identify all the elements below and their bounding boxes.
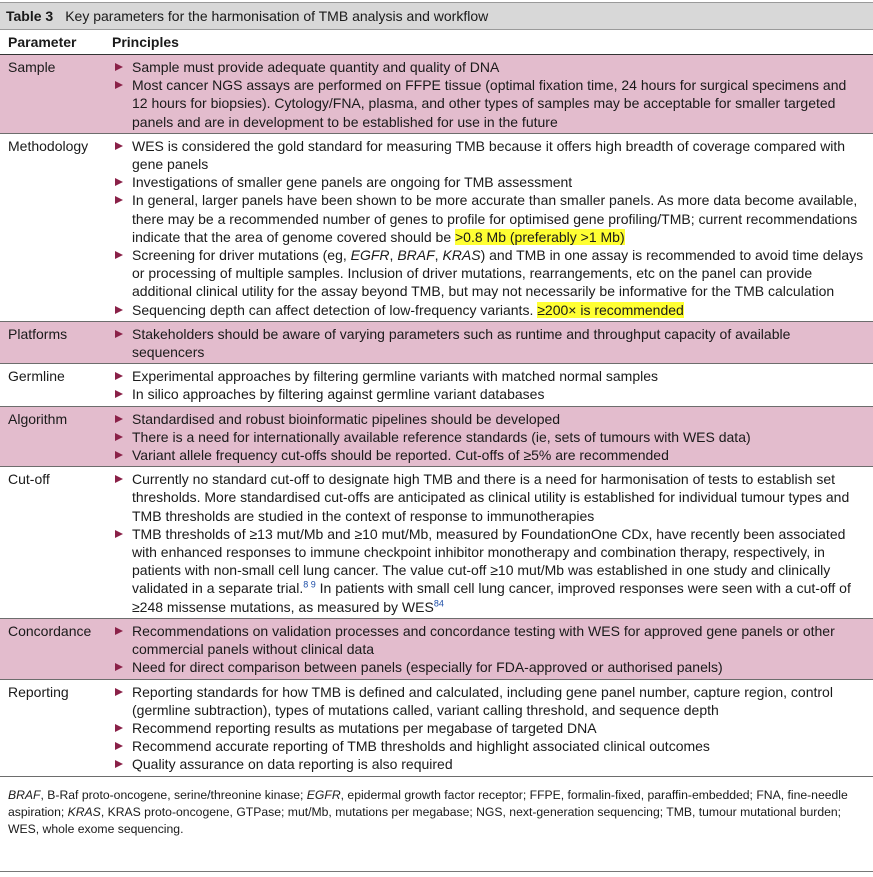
principle-item: Recommendations on validation processes and concordance testing with WES for approved gene panels or other commercial panels without clinical data	[112, 622, 865, 658]
bullet-arrow-icon	[115, 142, 123, 150]
principle-item: WES is considered the gold standard for measuring TMB because it offers high breadth of coverage compared with gene panels	[112, 137, 865, 173]
principle-item: Investigations of smaller gene panels are ongoing for TMB assessment	[112, 173, 865, 191]
bottom-divider	[0, 871, 873, 872]
bullet-arrow-icon	[115, 627, 123, 635]
parameter-name: Methodology	[8, 137, 89, 154]
table-label: Table 3	[6, 8, 54, 24]
table-row-reporting	[0, 680, 873, 777]
citation-link[interactable]: 8 9	[303, 579, 316, 590]
parameter-name: Concordance	[8, 622, 92, 639]
principle-item: Recommend accurate reporting of TMB thresholds and highlight associated clinical outcomes	[112, 737, 865, 755]
bullet-arrow-icon	[115, 688, 123, 696]
principle-item: TMB thresholds of ≥13 mut/Mb and ≥10 mut/Mb, measured by FoundationOne CDx, have recently been associated with enhanced responses to immune checkpoint inhibitor monotherapy and combination therapy, respectively, in patients with non-small cell lung cancer. The value cut-off ≥10 mut/Mb was established in one study and clinically validated in a separate trial.$^{8 9}$ In patients with small cell lung cancer, improved responses were seen with a cut-off of ≥248 missense mutations, as measured by WES$^{84}$	[112, 525, 865, 616]
principle-item: Quality assurance on data reporting is also required	[112, 755, 865, 773]
table-row-cutoff	[0, 467, 873, 619]
bullet-arrow-icon	[115, 196, 123, 204]
bullet-arrow-icon	[115, 63, 123, 71]
bullet-arrow-icon	[115, 251, 123, 259]
principle-item: Most cancer NGS assays are performed on FFPE tissue (optimal fixation time, 24 hours for surgical specimens and 12 hours for biopsies). Cytology/FNA, plasma, and other types of samples may be acceptable for smaller targeted panels and are in development to be established for use in the future	[112, 76, 865, 131]
principle-item: Recommend reporting results as mutations per megabase of targeted DNA	[112, 719, 865, 737]
principle-item: Standardised and robust bioinformatic pipelines should be developed	[112, 410, 865, 428]
principle-item: Variant allele frequency cut-offs should be reported. Cut-offs of ≥5% are recommended	[112, 446, 865, 464]
principle-item: In silico approaches by filtering against germline variant databases	[112, 385, 865, 403]
header-principles: Principles	[112, 34, 179, 50]
table-row-concordance	[0, 619, 873, 680]
bullet-arrow-icon	[115, 760, 123, 768]
bullet-arrow-icon	[115, 415, 123, 423]
principle-item: Sample must provide adequate quantity and quality of DNA	[112, 58, 865, 76]
gene-name: KRAS	[442, 247, 481, 264]
principle-item: Need for direct comparison between panels (especially for FDA-approved or authorised panels)	[112, 658, 865, 676]
table-title: Key parameters for the harmonisation of TMB analysis and workflow	[65, 8, 489, 24]
bullet-arrow-icon	[115, 372, 123, 380]
principle-item: Stakeholders should be aware of varying parameters such as runtime and throughput capacity of available sequencers	[112, 325, 865, 361]
header-parameter: Parameter	[8, 34, 77, 50]
bullet-arrow-icon	[115, 742, 123, 750]
table-caption	[0, 2, 873, 30]
table-header	[0, 30, 873, 55]
parameter-name: Reporting	[8, 683, 69, 700]
table-row-methodology	[0, 134, 873, 322]
principle-item: Experimental approaches by filtering germline variants with matched normal samples	[112, 367, 865, 385]
bullet-arrow-icon	[115, 390, 123, 398]
bullet-arrow-icon	[115, 451, 123, 459]
parameter-name: Platforms	[8, 325, 68, 342]
bullet-arrow-icon	[115, 724, 123, 732]
highlighted-text: >0.8 Mb (preferably >1 Mb)	[455, 228, 625, 245]
principle-item: Reporting standards for how TMB is defined and calculated, including gene panel number, capture region, control (germline subtraction), types of mutations called, variant calling threshold, and sequence depth	[112, 683, 865, 719]
highlighted-text: ≥200× is recommended	[537, 301, 684, 318]
gene-name: KRAS	[67, 804, 101, 819]
gene-name: BRAF	[8, 787, 41, 802]
bullet-arrow-icon	[115, 81, 123, 89]
table-row-germline	[0, 364, 873, 406]
document-page	[0, 2, 873, 877]
table-footnote: BRAF, B-Raf proto-oncogene, serine/threonine kinase; EGFR, epidermal growth factor receptor; FFPE, formalin-fixed, paraffin-embedded; FNA, fine-needle aspiration; KRAS, KRAS proto-oncogene, GTPase; mut/Mb, mutations per megabase; NGS, next-generation sequencing; TMB, tumour mutational burden; WES, whole exome sequencing.	[8, 787, 848, 836]
bullet-arrow-icon	[115, 178, 123, 186]
bullet-arrow-icon	[115, 475, 123, 483]
citation-link[interactable]: 84	[433, 598, 444, 609]
parameter-name: Sample	[8, 59, 56, 75]
bullet-arrow-icon	[115, 433, 123, 441]
parameter-name: Algorithm	[8, 410, 68, 427]
gene-name: BRAF	[397, 247, 435, 264]
bullet-arrow-icon	[115, 530, 123, 538]
table-row-algorithm	[0, 407, 873, 468]
bullet-arrow-icon	[115, 330, 123, 338]
principle-item: Sequencing depth can affect detection of low-frequency variants. ≥200× is recommended	[112, 301, 865, 319]
table-row-sample	[0, 55, 873, 134]
parameter-name: Germline	[8, 368, 65, 385]
principle-item: Screening for driver mutations (eg, EGFR, BRAF, KRAS) and TMB in one assay is recommended to avoid time delays or processing of multiple samples. Inclusion of driver mutations, rearrangements, etc on the panel can provide additional clinical utility for the assay beyond TMB, but may not necessarily be informative for the TMB calculation	[112, 246, 865, 301]
parameter-name: Cut-off	[8, 471, 50, 488]
bullet-arrow-icon	[115, 306, 123, 314]
table-row-platforms	[0, 322, 873, 364]
gene-name: EGFR	[350, 247, 390, 264]
gene-name: EGFR	[306, 787, 341, 802]
principle-item: Currently no standard cut-off to designate high TMB and there is a need for harmonisation of tests to establish set thresholds. More standardised cut-offs are anticipated as clinical utility is established for individual tumour types and TMB thresholds are studied in the context of response to immunotherapies	[112, 470, 865, 525]
bullet-arrow-icon	[115, 663, 123, 671]
principle-item: There is a need for internationally available reference standards (ie, sets of tumours with WES data)	[112, 428, 865, 446]
principle-item: In general, larger panels have been shown to be more accurate than smaller panels. As more data become available, there may be a recommended number of genes to profile for optimised gene profiling/TMB; current recommendations indicate that the area of genome covered should be >0.8 Mb (preferably >1 Mb)	[112, 191, 865, 246]
